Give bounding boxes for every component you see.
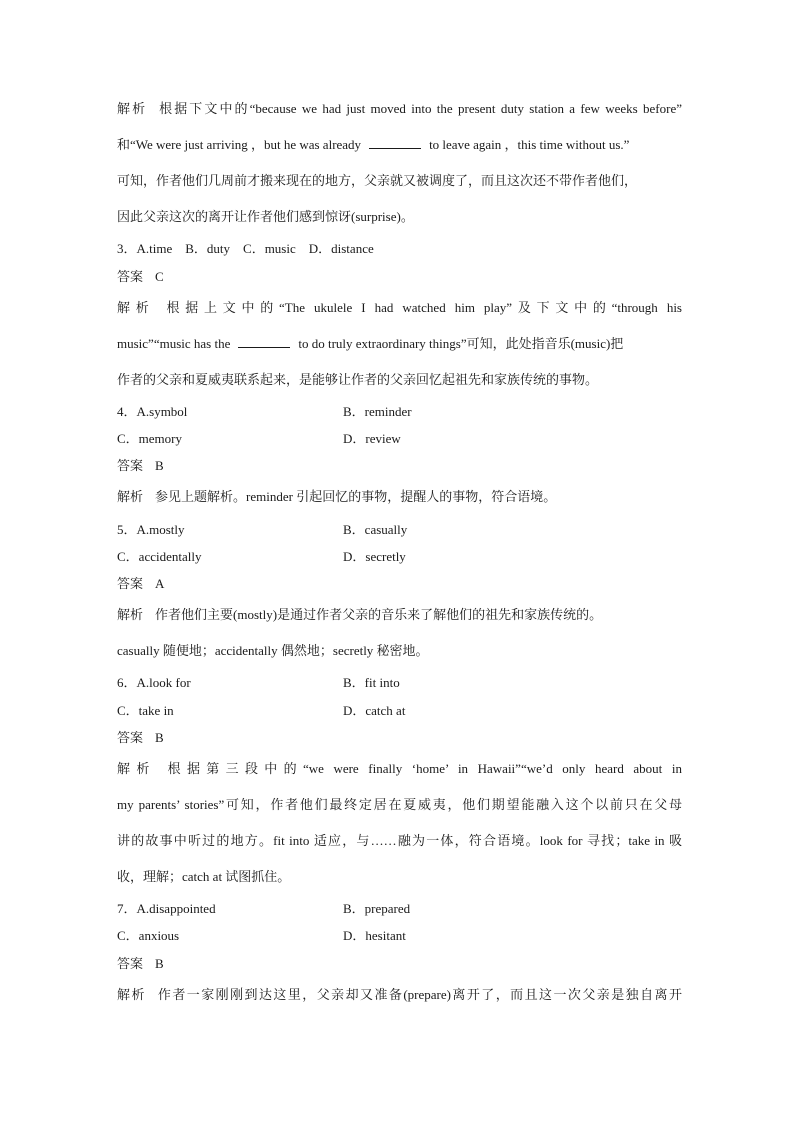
q5-analysis-line-1	[117, 607, 682, 623]
answer-blank	[369, 137, 421, 149]
q4-analysis	[117, 489, 682, 505]
q6-options-row-1	[117, 675, 677, 691]
analysis-label: 解析	[117, 987, 146, 1002]
q6-analysis-line-1	[117, 761, 682, 777]
q2-analysis-text-1: 根据下文中的“because we had just moved into the present duty station a few weeks before”	[159, 101, 682, 116]
q6-analysis-text-1: 根据第三段中的“we were finally ‘home’ in Hawaii”“we’d only heard about in	[167, 761, 682, 776]
q6-option-b: B．fit into	[343, 675, 400, 690]
q6-analysis-line-4: 收，理解；catch at 试图抓住。	[117, 869, 291, 884]
analysis-label: 解析	[117, 300, 155, 315]
q5-option-b: B．casually	[343, 522, 408, 537]
q3-analysis-line-3: 作者的父亲和夏威夷联系起来，是能够让作者的父亲回忆起祖先和家族传统的事物。	[117, 372, 599, 387]
q5-options-row-1	[117, 522, 677, 538]
q7-option-b: B．prepared	[343, 901, 411, 916]
q2-analysis-text-2a: 和“We were just arriving ，but he was already	[117, 137, 362, 152]
q4-options-row-2	[117, 431, 677, 447]
q3-analysis-line-1	[117, 300, 682, 316]
q5-answer	[117, 576, 682, 592]
q5-analysis-text-1: 作者他们主要(mostly)是通过作者父亲的音乐来了解他们的祖先和家族传统的。	[155, 607, 603, 622]
q5-analysis-line-2: casually 随便地；accidentally 偶然地；secretly 秘密地。	[117, 643, 429, 658]
q4-answer-value: B	[155, 458, 164, 473]
q4-option-a: 4．A.symbol	[117, 404, 188, 419]
q4-option-c: C．memory	[117, 431, 182, 446]
answer-blank	[238, 336, 290, 348]
q3-stem: 3．A.time B．duty C．music D．distance	[117, 241, 374, 256]
q3-answer	[117, 269, 682, 285]
q7-analysis-line-1	[117, 987, 682, 1003]
q2-analysis-line-2	[117, 137, 682, 153]
q2-analysis-line-1	[117, 101, 682, 117]
q5-option-d: D．secretly	[343, 549, 406, 564]
q6-answer	[117, 730, 682, 746]
q6-options-row-2	[117, 703, 677, 719]
q4-analysis-text: 参见上题解析。reminder 引起回忆的事物，提醒人的事物，符合语境。	[155, 489, 557, 504]
analysis-label: 解析	[117, 101, 148, 116]
q4-answer	[117, 458, 682, 474]
q3-answer-value: C	[155, 269, 164, 284]
answer-label: 答案	[117, 956, 144, 971]
q7-answer-value: B	[155, 956, 164, 971]
analysis-label: 解析	[117, 489, 144, 504]
q7-options-row-2	[117, 928, 677, 944]
q5-option-c: C．accidentally	[117, 549, 202, 564]
q4-options-row-1	[117, 404, 677, 420]
q5-answer-value: A	[155, 576, 165, 591]
answer-label: 答案	[117, 730, 144, 745]
q2-analysis-line-3: 可知，作者他们几周前才搬来现在的地方，父亲就又被调度了，而且这次还不带作者他们，	[117, 173, 638, 188]
q6-option-c: C．take in	[117, 703, 174, 718]
q7-options-row-1	[117, 901, 677, 917]
q6-option-d: D．catch at	[343, 703, 406, 718]
answer-label: 答案	[117, 458, 144, 473]
q4-option-b: B．reminder	[343, 404, 412, 419]
q6-analysis-line-2: my parents’ stories”可知，作者他们最终定居在夏威夷，他们期望能融入这个以前只在父母	[117, 797, 682, 812]
q4-option-d: D．review	[343, 431, 401, 446]
answer-label: 答案	[117, 576, 144, 591]
analysis-label: 解析	[117, 607, 144, 622]
q6-answer-value: B	[155, 730, 164, 745]
q7-option-d: D．hesitant	[343, 928, 406, 943]
q3-analysis-text-2b: to do truly extraordinary things”可知，此处指音乐(music)把	[298, 336, 624, 351]
q7-answer	[117, 956, 682, 972]
q2-analysis-line-4: 因此父亲这次的离开让作者他们感到惊讶(surprise)。	[117, 209, 414, 224]
q3-analysis-text-2a: music”“music has the	[117, 336, 231, 351]
q6-option-a: 6．A.look for	[117, 675, 191, 690]
q7-option-c: C．anxious	[117, 928, 180, 943]
q3-analysis-line-2	[117, 336, 682, 352]
analysis-label: 解析	[117, 761, 156, 776]
q3-analysis-text-1: 根据上文中的“The ukulele I had watched him play”及下文中的“through his	[166, 300, 682, 315]
answer-label: 答案	[117, 269, 144, 284]
q2-analysis-text-2b: to leave again ，this time without us.”	[429, 137, 630, 152]
q6-analysis-line-3: 讲的故事中听过的地方。fit into 适应，与……融为一体，符合语境。look for 寻找；take in 吸	[117, 833, 682, 848]
q7-option-a: 7．A.disappointed	[117, 901, 216, 916]
q5-option-a: 5．A.mostly	[117, 522, 185, 537]
q7-analysis-text-1: 作者一家刚刚到达这里，父亲却又准备(prepare)离开了，而且这一次父亲是独自离开	[157, 987, 682, 1002]
q5-options-row-2	[117, 549, 677, 565]
